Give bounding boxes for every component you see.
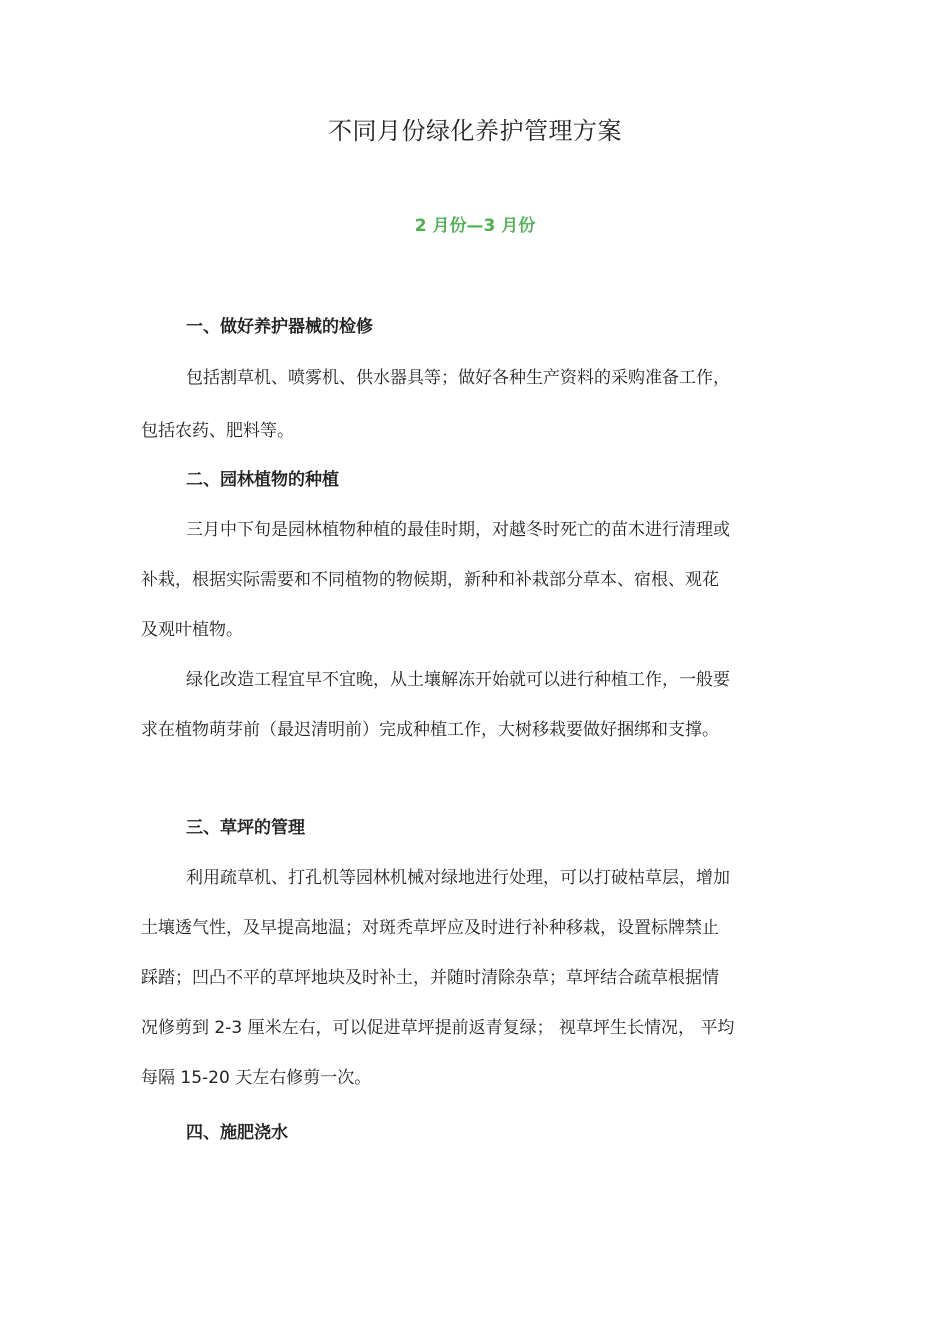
paragraph-line: 踩踏；凹凸不平的草坪地块及时补土，并随时清除杂草；草坪结合疏草根据情 [141,968,719,988]
date-range-subtitle: 2 月份—3 月份 [414,216,536,236]
section-heading-lawn-management: 三、草坪的管理 [186,818,305,838]
paragraph-line: 三月中下旬是园林植物种植的最佳时期，对越冬时死亡的苗木进行清理或 [186,520,730,540]
section-heading-planting: 二、园林植物的种植 [186,470,339,490]
section-heading-fertilize-water: 四、施肥浇水 [186,1123,288,1143]
paragraph-line: 包括割草机、喷雾机、供水器具等；做好各种生产资料的采购准备工作， [186,368,730,388]
paragraph-line: 包括农药、肥料等。 [141,421,294,441]
section-heading-equipment-maintenance: 一、做好养护器械的检修 [186,317,373,337]
paragraph-line: 每隔 15-20 天左右修剪一次。 [141,1068,372,1088]
paragraph-line: 况修剪到 2-3 厘米左右，可以促进草坪提前返青复绿； 视草坪生长情况， 平均 [141,1018,735,1038]
paragraph-line: 土壤透气性，及早提高地温；对斑秃草坪应及时进行补种移栽，设置标牌禁止 [141,918,719,938]
paragraph-line: 求在植物萌芽前（最迟清明前）完成种植工作，大树移栽要做好捆绑和支撑。 [141,720,719,740]
paragraph-line: 利用疏草机、打孔机等园林机械对绿地进行处理，可以打破枯草层，增加 [186,868,730,888]
paragraph-line: 补栽，根据实际需要和不同植物的物候期，新种和补栽部分草本、宿根、观花 [141,570,719,590]
page-title: 不同月份绿化养护管理方案 [328,117,622,145]
paragraph-line: 绿化改造工程宜早不宜晚，从土壤解冻开始就可以进行种植工作，一般要 [186,670,730,690]
paragraph-line: 及观叶植物。 [141,620,243,640]
